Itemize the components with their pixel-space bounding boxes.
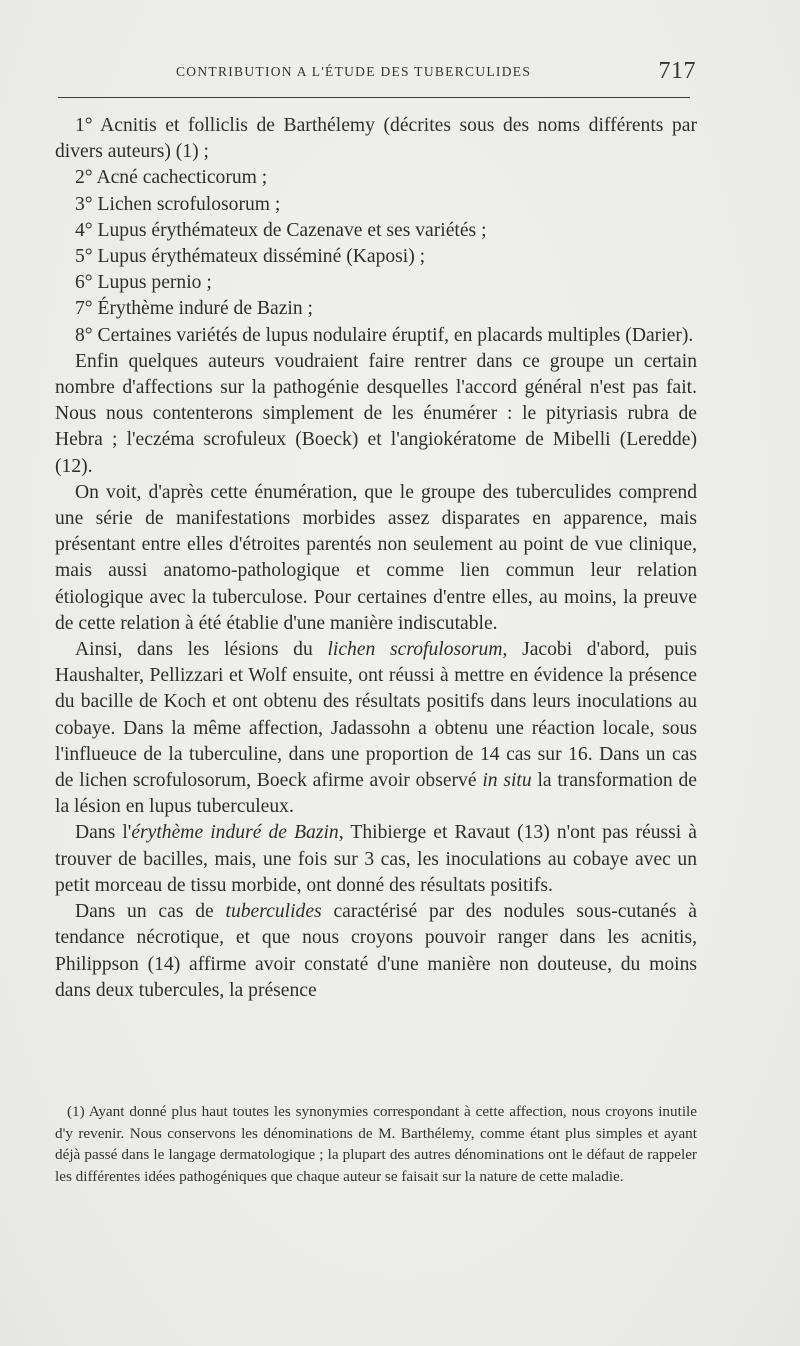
text-run: Ainsi, dans les lésions du [75, 639, 328, 661]
header-rule [58, 97, 690, 98]
paragraph: Enfin quelques auteurs voudraient faire rentrer dans ce groupe un certain nombre d'affections sur la pathogénie desquelles l'accord général n'est pas fait. Nous nous contenterons simplement de les énumérer : le pityriasis rubra de Hebra ; l'eczéma scrofuleux (Boeck) et l'angiokératome de Mibelli (Leredde) (12). [55, 350, 697, 477]
italic-term: in situ [482, 770, 532, 792]
italic-term: érythème induré de Bazin [131, 822, 339, 844]
paragraph [55, 899, 697, 1004]
italic-term: tuberculides [225, 901, 322, 923]
text-run: caractérisé par des nodules sous-cutanés à tendance nécrotique, et que nous croyons pouvoir ranger dans les acnitis, Philippson (14) affirme avoir constaté d'une manière non douteuse, du moins dans deux tubercules, la présence [55, 901, 698, 1001]
list-item: 5° Lupus érythémateux disséminé (Kaposi) ; [75, 246, 426, 268]
list-item: 7° Érythème induré de Bazin ; [75, 298, 313, 320]
paragraph [55, 820, 697, 899]
page-header [58, 58, 698, 88]
text-run: , Thibierge et Ravaut (13) n'ont pas réussi à trouver de bacilles, mais, une fois sur 3 cas, les inoculations au cobaye avec un petit morceau de tissu morbide, ont donné des résultats positifs. [55, 822, 697, 896]
list-item: 1° Acnitis et folliclis de Barthélemy (décrites sous des noms différents par divers auteurs) (1) ; [55, 115, 697, 163]
running-title: CONTRIBUTION A L'ÉTUDE DES TUBERCULIDES [176, 64, 532, 79]
text-run: Dans l' [75, 822, 132, 844]
text-run: Dans un cas de [75, 901, 226, 923]
text-run: la transformation de la lésion en lupus tuberculeux. [55, 770, 698, 818]
list-item: 6° Lupus pernio ; [75, 272, 212, 294]
page-number: 717 [658, 58, 696, 84]
list-item: 3° Lichen scrofulosorum ; [75, 193, 281, 215]
list-item: 2° Acné cachecticorum ; [75, 167, 268, 189]
footnotes [55, 1101, 697, 1187]
paragraph [55, 637, 697, 820]
italic-term: lichen scrofulosorum [327, 639, 503, 661]
list-item: 4° Lupus érythémateux de Cazenave et ses variétés ; [75, 219, 487, 241]
text-run: , Jacobi d'abord, puis Haushalter, Pellizzari et Wolf ensuite, ont réussi à mettre en évidence la présence du bacille de Koch et ont obtenu des résultats positifs dans leurs inoculations au cobaye. Dans la même affection, Jadassohn a obtenu une réaction locale, sous l'influeuce de la tuberculine, dans une proportion de 14 cas sur 16. Dans un cas de lichen scrofulosorum, Boeck afirme avoir observé [55, 639, 697, 792]
paragraph: On voit, d'après cette énumération, que le groupe des tuberculides comprend une série de manifestations morbides assez disparates en apparence, mais présentant entre elles d'étroites parentés non seulement au point de vue clinique, mais aussi anatomo-pathologique et comme lien commun leur relation étiologique avec la tuberculose. Pour certaines d'entre elles, au moins, la preuve de cette relation à été établie d'une manière indiscutable. [55, 481, 697, 634]
footnote: (1) Ayant donné plus haut toutes les synonymies correspondant à cette affection, nous croyons inutile d'y revenir. Nous conservons les dénominations de M. Barthélemy, comme étant plus simples et ayant déjà passé dans le langage dermatologique ; la plupart des autres dénominations ont le défaut de rappeler les différentes idées pathogéniques que chaque auteur se faisait sur la nature de cette maladie. [55, 1103, 697, 1185]
list-item: 8° Certaines variétés de lupus nodulaire éruptif, en placards multiples (Darier). [75, 324, 694, 346]
body-text [55, 113, 697, 1004]
